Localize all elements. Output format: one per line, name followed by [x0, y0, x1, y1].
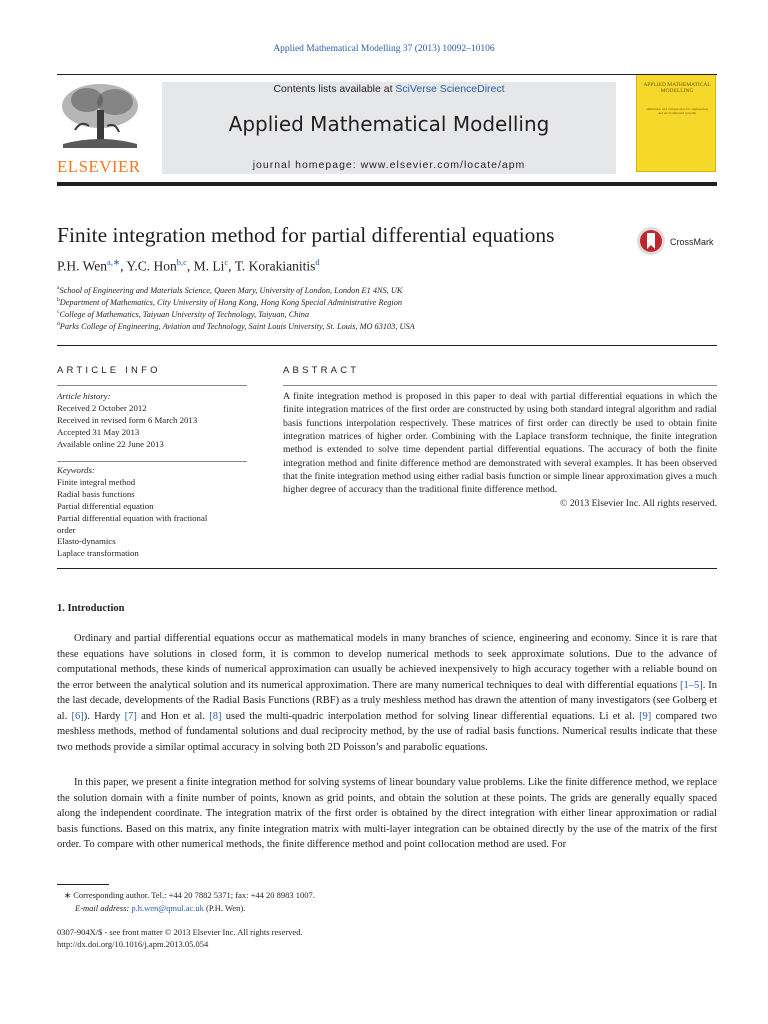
- para-text: Ordinary and partial differential equations occur as mathematical models in many branches of science, engineering and economy. Since it is rare that these equations have solutions in closed form, it is common to develop numerical methods to seek approximate solutions. Due to the advance of computational methods, these kinds of numerical approximation can usually be achieved inexpensively to high accuracy together with a reliable bound on the error between the analytical solution and its numerical approximation. There are many numerical techniques to deal with differential equations: [57, 633, 717, 691]
- keyword: Finite integral method: [57, 476, 136, 487]
- author-separator: ,: [186, 258, 194, 274]
- doi-link[interactable]: http://dx.doi.org/10.1016/j.apm.2013.05.054: [57, 939, 209, 949]
- journal-title[interactable]: Applied Mathematical Modelling: [228, 112, 550, 136]
- history-label: Article history:: [57, 391, 111, 401]
- intro-paragraph-1: [57, 631, 717, 755]
- author-name[interactable]: P.H. Wen: [57, 258, 108, 274]
- cover-subtitle: simulation and computation for engineering and environmental systems: [646, 107, 708, 116]
- citation-link[interactable]: [8]: [209, 710, 222, 722]
- affil-text: Department of Mathematics, City University of Hong Kong, Hong Kong Special Administrative Region: [59, 297, 403, 307]
- info-rule: [57, 385, 247, 386]
- affil-text: College of Mathematics, Taiyuan University of Technology, Taiyuan, China: [59, 309, 310, 319]
- publisher-logo-text: ELSEVIER: [57, 157, 141, 176]
- journal-cover-image[interactable]: [636, 74, 716, 172]
- para-text: compared two meshless methods, method of fundamental solutions and dual reciprocity method, by the use of radial basis functions. Numerical results indicate that these two methods provide a similar optimal accuracy in solving both 2D Poisson’s and parabolic equations.: [57, 710, 717, 753]
- affiliation: [57, 309, 309, 319]
- author-list: [57, 257, 320, 275]
- keyword: Radial basis functions: [57, 488, 135, 499]
- affil-mark: a: [57, 285, 60, 291]
- affil-text: Parks College of Engineering, Aviation and Technology, Saint Louis University, St. Louis, MO 63103, USA: [59, 321, 415, 331]
- history-item: Received 2 October 2012: [57, 402, 147, 413]
- keyword: order: [57, 524, 76, 535]
- contents-prefix: Contents lists available at: [273, 83, 396, 95]
- footnote-rule: [57, 884, 109, 885]
- affil-mark: c: [57, 309, 60, 315]
- intro-paragraph-2: In this paper, we present a finite integration method for solving systems of linear boundary value problems. Like the finite difference method, we replace the solution domain with a finite number of points, known as grid points, and obtain the solution at these points. The grids are generally equally spaced along the independent coordinate. The integration matrix of the first order is obtained by the direct integration with either linear approximation or radial basis functions. Based on this matrix, any finite integration matrix with multi-layer integration can be obtained directly by the use of the matrix of the first order. To compare with other numerical methods, the finite difference method and point collocation method are used. For: [57, 777, 717, 850]
- citation-link[interactable]: [6]: [71, 710, 84, 722]
- para-text: . In the last decade, developments of the Radial Basis Functions (RBF) as a truly meshless method has drawn the attention of many investigators (see Golberg et al.: [57, 679, 717, 722]
- issn-note: 0307-904X/$ - see front matter © 2013 Elsevier Inc. All rights reserved.: [57, 927, 303, 937]
- top-rule: [57, 74, 717, 75]
- keywords-label: Keywords:: [57, 465, 95, 475]
- journal-citation[interactable]: Applied Mathematical Modelling 37 (2013) 10092–10106: [273, 44, 495, 54]
- corresponding-author-note: ∗ Corresponding author. Tel.: +44 20 7882 5371; fax: +44 20 8983 1007.: [64, 890, 315, 900]
- article-info-heading: ARTICLE INFO: [57, 365, 161, 376]
- article-title: Finite integration method for partial differential equations: [57, 223, 555, 247]
- citation-link[interactable]: [9]: [639, 710, 652, 722]
- article-history: [57, 391, 257, 451]
- author-affil-mark[interactable]: d: [315, 257, 320, 267]
- para-text: and Hon et al.: [136, 710, 210, 722]
- email-label: E-mail address:: [75, 903, 132, 913]
- author-name[interactable]: T. Korakianitis: [234, 258, 316, 274]
- abstract-rule: [283, 385, 717, 386]
- section-heading-introduction: 1. Introduction: [57, 603, 125, 614]
- para-text: ). Hardy: [83, 710, 125, 722]
- author-affil-mark[interactable]: a,∗: [107, 257, 121, 267]
- journal-homepage[interactable]: journal homepage: www.elsevier.com/locate/apm: [252, 159, 526, 171]
- history-item: Received in revised form 6 March 2013: [57, 414, 198, 425]
- author-name[interactable]: M. Li: [193, 258, 225, 274]
- affil-mark: b: [57, 297, 60, 303]
- citation-link[interactable]: [7]: [124, 710, 137, 722]
- author-separator: ,: [228, 258, 235, 274]
- abstract-body: [283, 390, 717, 510]
- cover-title: APPLIED MATHEMATICAL MODELLING: [643, 82, 711, 94]
- affil-text: School of Engineering and Materials Science, Queen Mary, University of London, London E1 4NS, UK: [59, 285, 403, 295]
- abstract-bottom-rule: [57, 568, 717, 569]
- keyword: Partial differential equation with fractional: [57, 512, 208, 523]
- author-name[interactable]: Y.C. Hon: [126, 258, 177, 274]
- email-note: [75, 903, 245, 913]
- citation-link[interactable]: [1–5]: [679, 679, 703, 691]
- keyword: Laplace transformation: [57, 548, 139, 559]
- info-top-rule: [57, 345, 717, 346]
- contents-line: [162, 83, 616, 95]
- keywords: [57, 465, 257, 560]
- elsevier-tree-logo: [57, 80, 143, 148]
- abstract-text: A finite integration method is proposed in this paper to deal with partial differential equations in which the finite integration matrices of the first order are constructed by using both standard integral algorithm and radial basis functions interpolation respectively. These matrices of first order can directly be used to obtain finite integration matrices of higher order. Combining with the Laplace transform technique, the finite integration method is extended to solve time dependent partial differential equations. The accuracy of both the finite integration method and finite difference method are demonstrated with several examples. It has been observed that the finite integration method using either radial basis function or simple linear approximation gives a much higher degree of accuracy than the traditional finite difference method.: [283, 391, 717, 496]
- affil-mark: d: [57, 321, 60, 327]
- author-affil-mark[interactable]: b,c: [176, 257, 187, 267]
- keyword: Elasto-dynamics: [57, 536, 116, 547]
- journal-header-box: [162, 82, 616, 174]
- author-affil-mark[interactable]: c: [224, 257, 229, 267]
- header-rule: [57, 182, 717, 186]
- affiliation: [57, 297, 402, 307]
- crossmark-badge[interactable]: [636, 226, 718, 258]
- keywords-rule: [57, 461, 247, 462]
- crossmark-icon: [636, 226, 666, 256]
- keyword: Partial differential equation: [57, 500, 154, 511]
- affiliation: [57, 321, 415, 331]
- email-suffix: (P.H. Wen).: [203, 903, 246, 913]
- affiliation: [57, 285, 402, 295]
- sciencedirect-link[interactable]: SciVerse ScienceDirect: [395, 83, 505, 95]
- abstract-copyright: © 2013 Elsevier Inc. All rights reserved.: [560, 497, 717, 509]
- crossmark-label: CrossMark: [670, 237, 714, 247]
- abstract-heading: ABSTRACT: [283, 365, 360, 376]
- author-separator: ,: [120, 258, 127, 274]
- para-text: used the multi-quadric interpolation method for solving linear differential equations. Li et al.: [221, 710, 640, 722]
- history-item: Accepted 31 May 2013: [57, 426, 140, 437]
- email-link[interactable]: p.h.wen@qmul.ac.uk: [131, 903, 204, 913]
- history-item: Available online 22 June 2013: [57, 438, 164, 449]
